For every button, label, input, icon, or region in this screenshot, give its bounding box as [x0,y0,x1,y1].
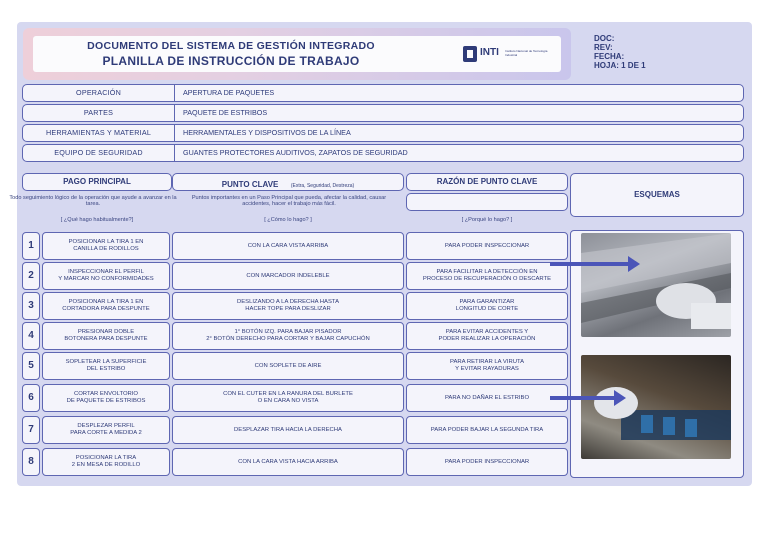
photo-inspection-drawing [581,233,731,337]
arrow-icon [550,262,630,266]
arrow-icon [550,396,616,400]
step-reason: PARA FACILITAR LA DETECCIÓN EN PROCESO DE RECUPERACIÓN O DESCARTE [406,262,568,290]
schema-column [570,230,744,478]
paso-question: [ ¿Qué hago habitualmente?] [60,217,134,223]
document-subtitle: PLANILLA DE INSTRUCCIÓN DE TRABAJO [102,54,360,68]
punto-clave-note: (Extra, Seguridad, Destreza) [290,183,355,189]
step-description: CORTAR ENVOLTORIO DE PAQUETE DE ESTRIBOS [42,384,170,412]
title-band [23,28,571,80]
info-label: OPERACIÓN [23,85,175,101]
step-number: 7 [22,416,40,444]
step-description: INSPECCIONAR EL PERFIL Y MARCAR NO CONFORMIDADES [42,262,170,290]
meta-hoja: HOJA: 1 DE 1 [594,61,646,70]
document-title: DOCUMENTO DEL SISTEMA DE GESTIÓN INTEGRADO [87,40,375,52]
step-number: 1 [22,232,40,260]
photo-cutting-wrap [581,355,731,459]
info-value: GUANTES PROTECTORES AUDITIVOS, ZAPATOS DE SEGURIDAD [183,148,408,157]
info-value: HERRAMENTALES Y DISPOSITIVOS DE LA LÍNEA [183,128,351,137]
info-row-partes [22,104,744,122]
step-reason: PARA PODER BAJAR LA SEGUNDA TIRA [406,416,568,444]
inti-logo [463,46,559,62]
title-box [33,36,561,72]
step-description: POSICIONAR LA TIRA 2 EN MESA DE RODILLO [42,448,170,476]
meta-fecha: FECHA: [594,52,625,61]
step-description: SOPLETEAR LA SUPERFICIE DEL ESTRIBO [42,352,170,380]
info-value: APERTURA DE PAQUETES [183,88,275,97]
info-row-herramientas [22,124,744,142]
step-key-point: DESLIZANDO A LA DERECHA HASTA HACER TOPE PARA DESLIZAR [172,292,404,320]
step-key-point: CON LA CARA VISTA HACIA ARRIBA [172,448,404,476]
step-description: POSICIONAR LA TIRA 1 EN CANILLA DE RODILLOS [42,232,170,260]
step-description: DESPLEZAR PERFIL PARA CORTE A MEDIDA 2 [42,416,170,444]
step-number: 5 [22,352,40,380]
header-esquemas: ESQUEMAS [570,173,744,217]
step-number: 3 [22,292,40,320]
step-key-point: CON EL CUTER EN LA RANURA DEL BURLETE O EN CARA NO VISTA [172,384,404,412]
step-number: 4 [22,322,40,350]
meta-doc: DOC: [594,34,615,43]
header-razon: RAZÓN DE PUNTO CLAVE [406,173,568,191]
logo-tagline: Instituto Nacional de Tecnología Industrial [505,49,548,57]
info-label: EQUIPO DE SEGURIDAD [23,145,175,161]
info-value: PAQUETE DE ESTRIBOS [183,108,268,117]
meta-rev: REV: [594,43,613,52]
step-number: 6 [22,384,40,412]
punto-clave-desc: Puntos importantes en un Paso Principal que pueda, afectar la calidad, causar accidentes, hacer el trabajo más fácil. [191,195,387,208]
logo-name: INTI [480,47,499,58]
step-key-point: DESPLAZAR TIRA HACIA LA DERECHA [172,416,404,444]
document-meta [594,34,646,70]
photo-cutting-drawing [581,355,731,459]
photo-inspecting-profile [581,233,731,337]
header-punto-clave [172,173,404,191]
info-label: HERRAMIENTAS Y MATERIAL [23,125,175,141]
step-description: PRESIONAR DOBLE BOTONERA PARA DESPUNTE [42,322,170,350]
razon-desc-box [406,193,568,211]
step-reason: PARA NO DAÑAR EL ESTRIBO [406,384,568,412]
info-label: PARTES [23,105,175,121]
step-reason: PARA GARANTIZAR LONGITUD DE CORTE [406,292,568,320]
step-reason: PARA PODER INSPECCIONAR [406,448,568,476]
header-paso-principal: PAGO PRINCIPAL [22,173,172,191]
paso-desc: Todo seguimiento lógico de la operación que ayude a avanzar en la tarea. [9,195,177,208]
step-key-point: CON LA CARA VISTA ARRIBA [172,232,404,260]
info-row-seguridad [22,144,744,162]
step-reason: PARA RETIRAR LA VIRUTA Y EVITAR RAYADURAS [406,352,568,380]
step-description: POSICIONAR LA TIRA 1 EN CORTADORA PARA DESPUNTE [42,292,170,320]
step-number: 2 [22,262,40,290]
step-reason: PARA EVITAR ACCIDENTES Y PODER REALIZAR LA OPERACIÓN [406,322,568,350]
punto-clave-title: PUNTO CLAVE [221,180,279,189]
punto-clave-question: [ ¿Cómo lo hago? ] [264,217,312,223]
razon-question: [ ¿Porqué lo hago? ] [461,217,513,223]
info-row-operacion [22,84,744,102]
step-reason: PARA PODER INSPECCIONAR [406,232,568,260]
step-key-point: CON MARCADOR INDELEBLE [172,262,404,290]
step-key-point: CON SOPLETE DE AIRE [172,352,404,380]
step-number: 8 [22,448,40,476]
instruction-sheet [9,22,752,486]
inti-logo-icon [463,46,477,62]
step-key-point: 1° BOTÓN IZQ. PARA BAJAR PISADOR 2° BOTÓN DERECHO PARA CORTAR Y BAJAR CAPUCHÓN [172,322,404,350]
